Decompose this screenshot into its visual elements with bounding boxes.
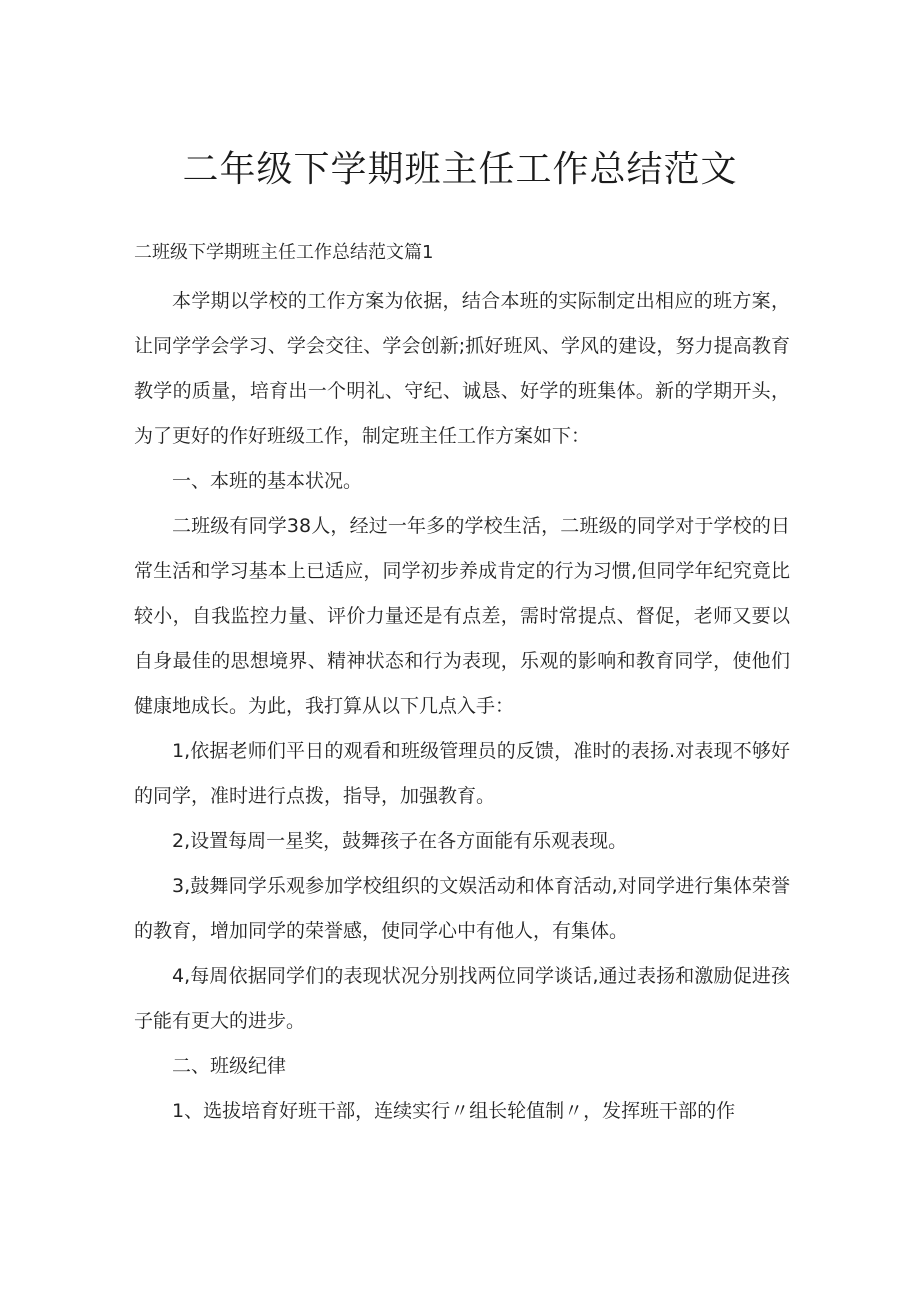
paragraph-item-2: 2,设置每周一星奖，鼓舞孩子在各方面能有乐观表现。 — [172, 830, 628, 852]
document-body — [134, 279, 790, 1134]
paragraph-heading-class-status: 一、本班的基本状况。 — [172, 470, 363, 492]
paragraph-item-4: 4,每周依据同学们的表现状况分别找两位同学谈话,通过表扬和激励促进孩子能有更大的进步。 — [134, 965, 790, 1032]
paragraph-class-status: 二班级有同学38人，经过一年多的学校生活，二班级的同学对于学校的日常生活和学习基本上已适应，同学初步养成肯定的行为习惯,但同学年纪究竟比较小，自我监控力量、评价力量还是有点差，需时常提点、督促，老师又要以自身最佳的思想境界、精神状态和行为表现，乐观的影响和教育同学，使他们健康地成长。为此，我打算从以下几点入手： — [134, 515, 790, 717]
paragraph-heading-discipline: 二、班级纪律 — [172, 1055, 287, 1077]
paragraph-item-1: 1,依据老师们平日的观看和班级管理员的反馈，准时的表扬.对表现不够好的同学，准时进行点拨，指导，加强教育。 — [134, 740, 790, 807]
section-heading: 二班级下学期班主任工作总结范文篇1 — [134, 242, 434, 263]
document-title: 二年级下学期班主任工作总结范文 — [182, 149, 738, 190]
paragraph-item-3: 3,鼓舞同学乐观参加学校组织的文娱活动和体育活动,对同学进行集体荣誉的教育，增加同学的荣誉感，使同学心中有他人，有集体。 — [134, 875, 790, 942]
paragraph-discipline-1: 1、选拔培育好班干部，连续实行〃组长轮值制〃，发挥班干部的作 — [172, 1100, 736, 1122]
paragraph-intro: 本学期以学校的工作方案为依据，结合本班的实际制定出相应的班方案，让同学学会学习、学会交往、学会创新;抓好班风、学风的建设，努力提高教育教学的质量，培育出一个明礼、守纪、诚恳、好学的班集体。新的学期开头，为了更好的作好班级工作，制定班主任工作方案如下： — [134, 290, 790, 447]
